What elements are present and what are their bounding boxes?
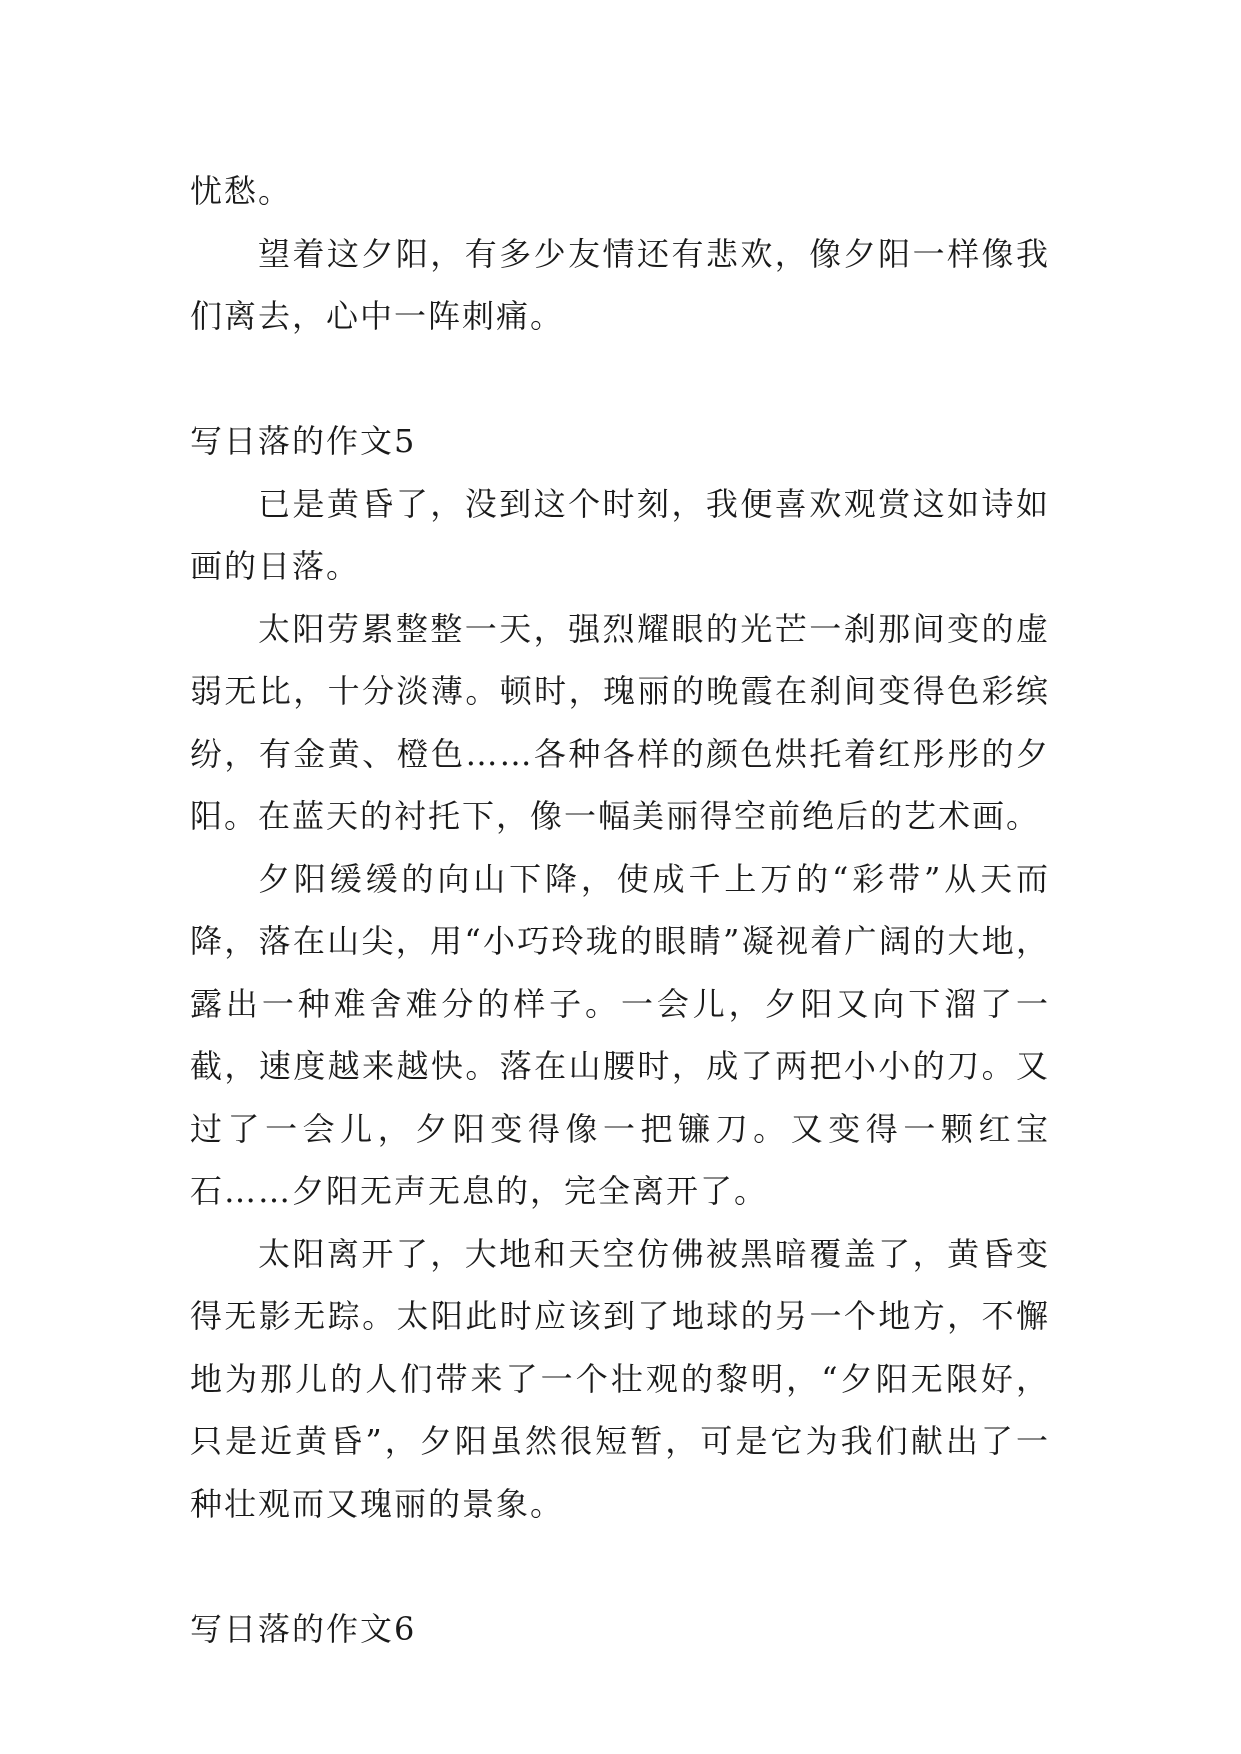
paragraph: 太阳离开了，大地和天空仿佛被黑暗覆盖了，黄昏变得无影无踪。太阳此时应该到了地球的另一个地方，不懈地为那儿的人们带来了一个壮观的黎明，“夕阳无限好，只是近黄昏”，夕阳虽然很短暂，可是它为我们献出了一种壮观而又瑰丽的景象。 [190,1234,1050,1523]
paragraph-fragment: 忧愁。 [190,172,293,210]
section-spacer [190,1535,1050,1598]
section-heading-6: 写日落的作文6 [190,1609,417,1648]
document-body [190,160,1050,1660]
paragraph: 已是黄昏了，没到这个时刻，我便喜欢观赏这如诗如画的日落。 [190,484,1050,585]
paragraph: 太阳劳累整整一天，强烈耀眼的光芒一刹那间变的虚弱无比，十分淡薄。顿时，瑰丽的晚霞在刹间变得色彩缤纷，有金黄、橙色……各种各样的颜色烘托着红彤彤的夕阳。在蓝天的衬托下，像一幅美丽得空前绝后的艺术画。 [190,609,1050,835]
section-heading-5: 写日落的作文5 [190,422,417,460]
section-spacer [190,348,1050,411]
paragraph: 望着这夕阳，有多少友情还有悲欢，像夕阳一样像我们离去，心中一阵刺痛。 [190,234,1050,335]
paragraph: 夕阳缓缓的向山下降，使成千上万的“彩带”从天而降，落在山尖，用“小巧玲珑的眼睛”凝视着广阔的大地，露出一种难舍难分的样子。一会儿，夕阳又向下溜了一截，速度越来越快。落在山腰时，成了两把小小的刀。又过了一会儿，夕阳变得像一把镰刀。又变得一颗红宝石……夕阳无声无息的，完全离开了。 [190,859,1050,1210]
